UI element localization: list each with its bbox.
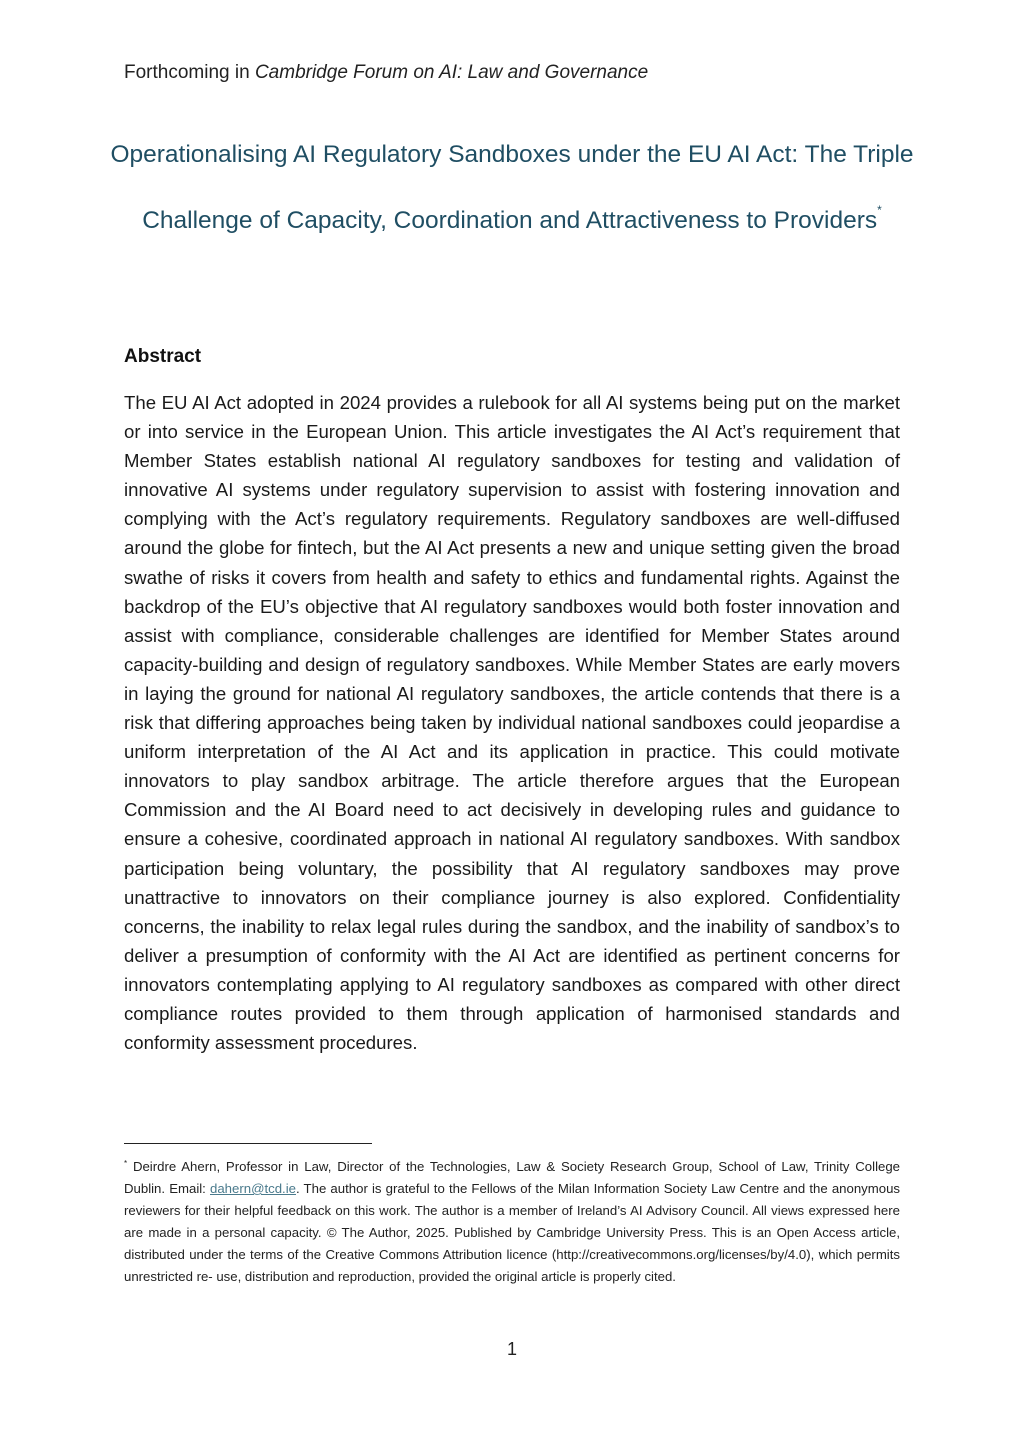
abstract-heading: Abstract (124, 346, 202, 367)
header-prefix: Forthcoming in (124, 62, 255, 83)
paper-title-text: Operationalising AI Regulatory Sandboxes under the EU AI Act: The Triple Challenge of Capacity, Coordination and Attractiveness to Providers (110, 141, 914, 234)
abstract-body: The EU AI Act adopted in 2024 provides a rulebook for all AI systems being put on the market or into service in the European Union. This article investigates the AI Act’s requirement that Member States establish national AI regulatory sandboxes for testing and validation of innovative AI systems under regulatory supervision to assist with fostering innovation and complying with the Act’s regulatory requirements. Regulatory sandboxes are well-diffused around the globe for fintech, but the AI Act presents a new and unique setting given the broad swathe of risks it covers from health and safety to ethics and fundamental rights. Against the backdrop of the EU’s objective that AI regulatory sandboxes would both foster innovation and assist with compliance, considerable challenges are identified for Member States around capacity-building and design of regulatory sandboxes. While Member States are early movers in laying the ground for national AI regulatory sandboxes, the article contends that there is a risk that differing approaches being taken by individual national sandboxes could jeopardise a uniform interpretation of the AI Act and its application in practice. This could motivate innovators to play sandbox arbitrage. The article therefore argues that the European Commission and the AI Board need to act decisively in developing rules and guidance to ensure a cohesive, coordinated approach in national AI regulatory sandboxes. With sandbox participation being voluntary, the possibility that AI regulatory sandboxes may prove unattractive to innovators on their compliance journey is also explored. Confidentiality concerns, the inability to relax legal rules during the sandbox, and the inability of sandbox’s to deliver a presumption of conformity with the AI Act are identified as pertinent concerns for innovators contemplating applying to AI regulatory sandboxes as compared with other direct compliance routes provided to them through application of harmonised standards and conformity assessment procedures. (124, 392, 900, 1054)
footnote-text-after-email: . The author is grateful to the Fellows of the Milan Information Society Law Centre and the anonymous reviewers for their helpful feedback on this work. The author is a member of Ireland’s AI Advisory Council. All views expressed here are made in a personal capacity. © The Author, 2025. Published by Cambridge University Press. This is an Open Access article, distributed under the terms of the Creative Commons Attribution licence (http://creativecommons.org/licenses/by/4.0), which permits unrestricted re- use, distribution and reproduction, provided the original article is properly cited. (124, 1181, 900, 1284)
title-footnote-marker[interactable]: * (877, 203, 882, 217)
author-email-link[interactable]: dahern@tcd.ie (210, 1181, 296, 1196)
running-header (124, 62, 648, 84)
page-number: 1 (506, 1339, 517, 1359)
footnote-divider (124, 1143, 372, 1144)
footnote-marker: * (124, 1159, 128, 1168)
footnote-text-before-email: Deirdre Ahern, Professor in Law, Director of the Technologies, Law & Society Research Group, School of Law, Trinity College Dublin. Email: (124, 1159, 900, 1196)
author-footnote (124, 1156, 900, 1288)
paper-title (110, 122, 914, 254)
journal-name: Cambridge Forum on AI: Law and Governance (254, 62, 649, 83)
